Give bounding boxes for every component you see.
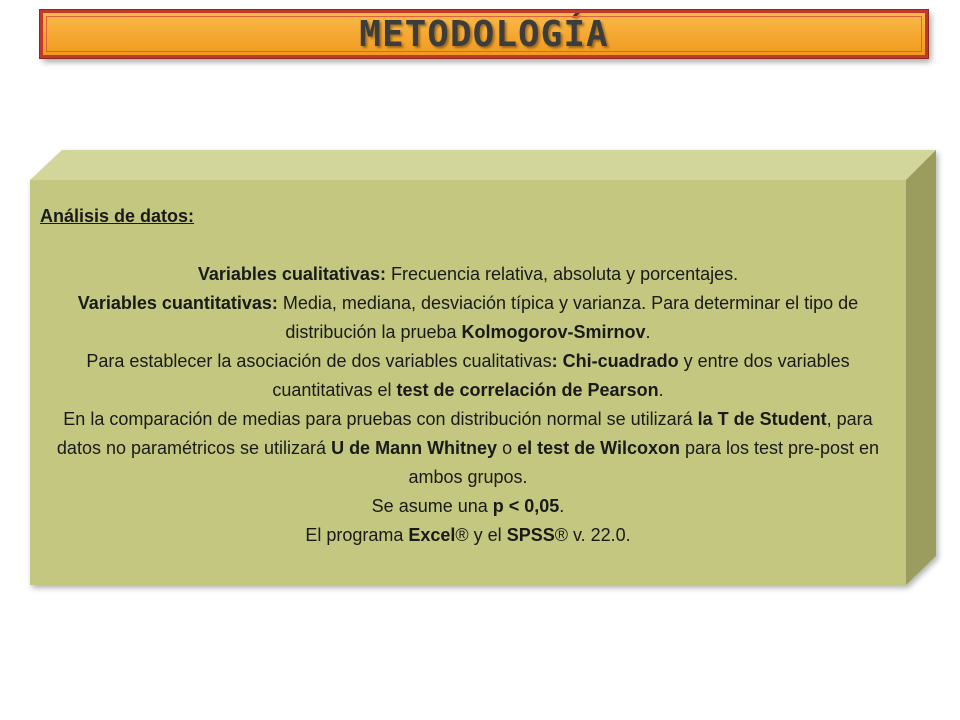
- box-side-face: [906, 150, 936, 585]
- text: .: [559, 496, 565, 516]
- paragraph-significance: [40, 492, 896, 521]
- bold-text: Variables cuantitativas:: [77, 293, 278, 313]
- bold-text: Variables cualitativas:: [197, 264, 386, 284]
- page-title: METODOLOGÍA: [359, 13, 609, 55]
- text: y entre dos variables cuantitativas el: [272, 351, 850, 400]
- text: .: [645, 322, 651, 342]
- text: En la comparación de medias para pruebas con distribución normal se utilizará: [63, 409, 698, 429]
- text: o: [497, 438, 518, 458]
- text: ® v. 22.0.: [554, 525, 631, 545]
- bold-text: SPSS: [506, 525, 555, 545]
- paragraph-association: [40, 347, 896, 405]
- bold-text: la T de Student: [697, 409, 827, 429]
- bold-text: : Chi-cuadrado: [551, 351, 679, 371]
- text: Para establecer la asociación de dos variables cualitativas: [86, 351, 552, 371]
- text: .: [658, 380, 664, 400]
- bold-text: el test de Wilcoxon: [517, 438, 680, 458]
- box-top-face: [30, 150, 936, 180]
- bold-text: U de Mann Whitney: [331, 438, 498, 458]
- spacer: [40, 231, 896, 260]
- text: Frecuencia relativa, absoluta y porcentajes.: [385, 264, 739, 284]
- paragraph-qualitative: [40, 260, 896, 289]
- paragraph-quantitative: [40, 289, 896, 347]
- text: , para datos no paramétricos se utilizará: [56, 409, 873, 458]
- section-heading: Análisis de datos:: [40, 206, 195, 226]
- paragraph-software: [40, 521, 896, 550]
- bold-text: Kolmogorov-Smirnov: [461, 322, 646, 342]
- paragraph-comparison: [40, 405, 896, 492]
- bold-text: Excel: [408, 525, 456, 545]
- text: Se asume una: [371, 496, 493, 516]
- text: ® y el: [455, 525, 507, 545]
- bold-text: p < 0,05: [492, 496, 560, 516]
- text: El programa: [305, 525, 409, 545]
- text: para los test pre-post en ambos grupos.: [408, 438, 880, 487]
- bold-text: test de correlación de Pearson: [396, 380, 659, 400]
- text: Media, mediana, desviación típica y varianza. Para determinar el tipo de distribución la prueba: [277, 293, 859, 342]
- content-panel: [30, 180, 906, 585]
